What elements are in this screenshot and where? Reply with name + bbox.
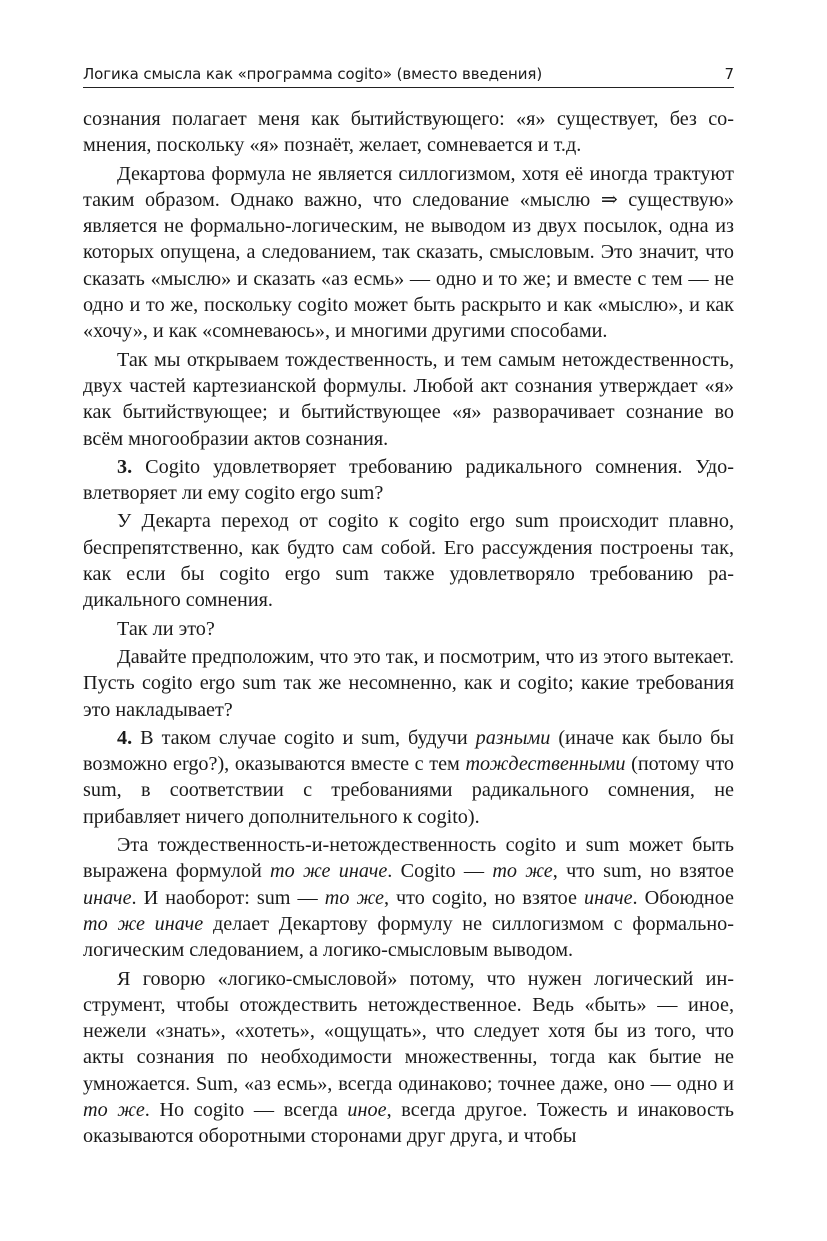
text-run: . Обоюдное [632, 886, 735, 909]
running-title: Логика смысла как «программа cogito» (вместо введения) [83, 65, 543, 83]
paragraph [83, 725, 734, 830]
page-number: 7 [724, 65, 734, 83]
running-head [83, 60, 734, 88]
text-run: Давайте предположим, что это так, и посмотрим, что из этого вытекает. Пусть cogito ergo sum так же несомненно, как и cogito; какие требования это накладывает? [83, 645, 734, 721]
paragraph [83, 966, 734, 1150]
text-run: (потому что sum, в соответствии с требованиями радикального сомнения, не прибавляет ничего дополнительного к cogito). [83, 753, 734, 828]
text-run: Эта тождественность-и-нетождественность cogito и sum может быть выражена формулой [83, 834, 734, 883]
body-text [83, 106, 734, 1150]
text-run: В таком случае cogito и sum, будучи [132, 726, 476, 749]
italic-text: то же иначе [83, 912, 204, 935]
text-run: . И наоборот: sum — [131, 886, 325, 909]
text-run: , что cogito, но взятое [383, 886, 585, 909]
italic-text: иначе [584, 886, 633, 909]
paragraph [83, 161, 734, 345]
paragraph [83, 106, 734, 159]
italic-text: иначе [83, 886, 132, 909]
paragraph [83, 508, 734, 613]
section-number: 3. [117, 455, 133, 478]
text-run: , всегда другое. Тожесть и инаковость оказываются оборотными сторонами друг друга, и чтобы [83, 1098, 734, 1148]
italic-text: иное [347, 1098, 387, 1121]
italic-text: то же иначе [270, 860, 388, 883]
text-run: Декартова формула не является силлогизмом, хотя её иногда трактуют таким образом. Однако важно, что следование «мыслю ⇒ существую» является не формально-логическим, не выводом из двух посылок, одна из которых опущена, а следованием, так сказать, смысловым. Это значит, что сказать «мыслю» и сказать «аз есмь» — одно и то же; и вместе с тем — не одно и то же, поскольку cogito может быть раскрыто и как «мыслю», и как «хочу», и как «сомневаюсь», и многими другими способами. [83, 162, 734, 343]
paragraph [83, 616, 734, 642]
italic-text: то же [83, 1098, 145, 1121]
text-run: Так мы открываем тождественность, и тем самым нетождественность, двух частей картезианской формулы. Любой акт сознания утверждает «я» как бытийствующее; и бытийствующее «я» разворачивает сознание во всём многообразии актов сознания. [83, 348, 734, 450]
text-run: Так ли это? [117, 617, 215, 640]
text-run: делает Декартову формулу не силлогизмом с формально-логическим следованием, а логико-смысловым выводом. [83, 912, 734, 962]
text-run: У Декарта переход от cogito к cogito ergo sum происходит плавно, беспрепятственно, как будто сам собой. Его рассуждения построены так, как если бы cogito ergo sum также удовлетворяло требованию радикального сомнения. [83, 510, 734, 612]
text-run: Cogito удовлетворяет требованию радикального сомнения. Удовлетворяет ли ему cogito ergo sum? [83, 455, 734, 505]
text-run: . Cogito — [387, 860, 493, 883]
paragraph [83, 832, 734, 963]
italic-text: тождественными [465, 753, 626, 776]
paragraph [83, 347, 734, 452]
italic-text: разными [475, 726, 551, 749]
text-run: , что sum, но взятое [552, 860, 734, 883]
text-run: (иначе как было бы возможно ergo?), оказываются вместе с тем [83, 726, 734, 776]
italic-text: то же [492, 860, 553, 883]
section-number: 4. [117, 726, 133, 749]
book-page [83, 0, 734, 1241]
text-run: сознания полагает меня как бытийствующего: «я» существует, без сомнения, поскольку «я» познаёт, желает, сомневается и т.д. [83, 108, 734, 157]
paragraph [83, 644, 734, 723]
paragraph [83, 454, 734, 507]
text-run: Я говорю «логико-смысловой» потому, что нужен логический инструмент, чтобы отождествить нетождественное. Ведь «быть» — иное, нежели «знать», «хотеть», «ощущать», что следует хотя бы из того, что акты сознания по необходимости множественны, тогда как бытие не умножается. Sum, «аз есмь», всегда одинаково; точнее даже, оно — одно и [83, 967, 734, 1095]
italic-text: то же [324, 886, 384, 909]
text-run: . Но cogito — всегда [144, 1098, 348, 1121]
